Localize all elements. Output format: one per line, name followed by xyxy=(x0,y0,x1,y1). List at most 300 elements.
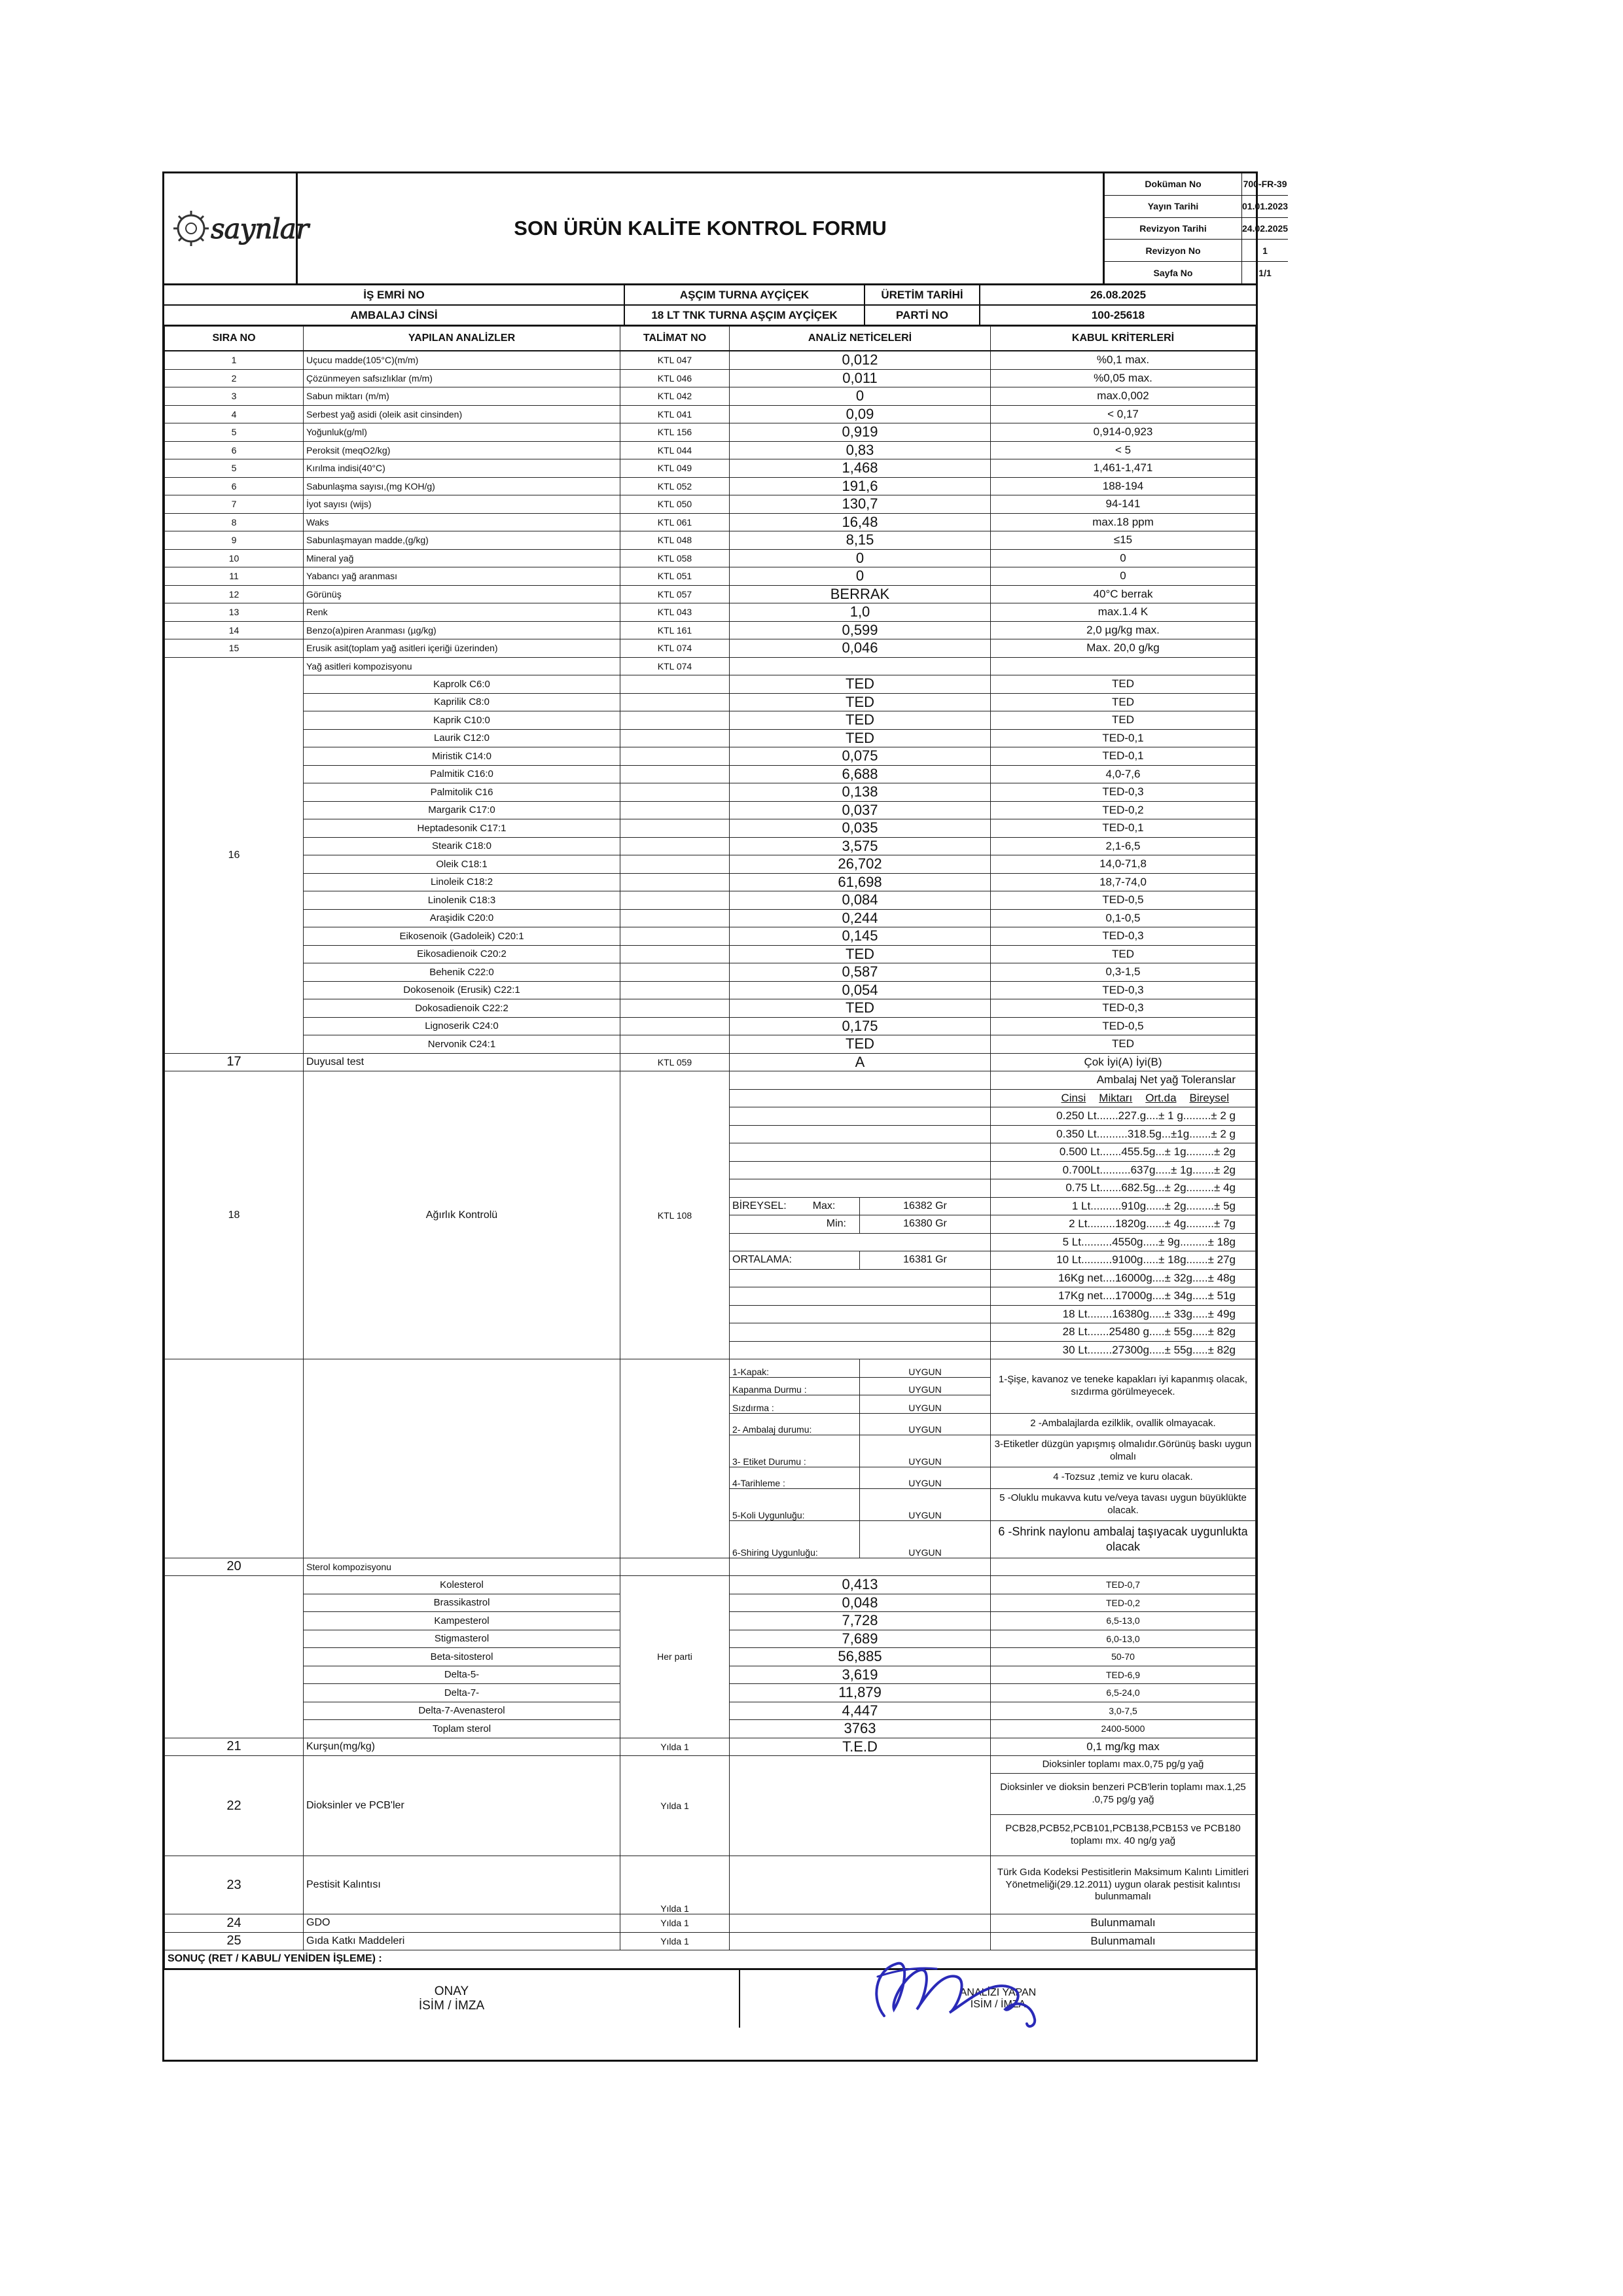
weight-criteria-line: 0.350 Lt..........318.5g...±1g.......± 2 g xyxy=(991,1125,1256,1143)
weight-criteria-line: 1 Lt..........910g......± 2g.........± 5g xyxy=(991,1197,1256,1215)
row-talimat: KTL 049 xyxy=(620,459,730,478)
weight-average-value: 16381 Gr xyxy=(860,1251,991,1270)
approval-box xyxy=(164,1970,740,2028)
row-criteria: 6,0-13,0 xyxy=(991,1630,1256,1648)
sterol-name: Kampesterol xyxy=(304,1612,620,1630)
row-name: Sabunlaşmayan madde,(g/kg) xyxy=(304,531,620,550)
col-sira: SIRA NO xyxy=(165,327,304,351)
row-criteria: 14,0-71,8 xyxy=(991,855,1256,874)
weight-average-label: ORTALAMA: xyxy=(730,1251,860,1270)
meta-label: Yayın Tarihi xyxy=(1105,196,1242,217)
weight-criteria-subheader xyxy=(991,1089,1256,1107)
table-row xyxy=(165,729,1256,747)
table-row xyxy=(165,1017,1256,1035)
row-no: 11 xyxy=(165,567,304,586)
table-row xyxy=(165,1035,1256,1054)
sensory-row-group xyxy=(165,1053,1256,1071)
fatty-acid-rows xyxy=(165,657,1256,1053)
row-no xyxy=(165,1576,304,1738)
row-name: Gıda Katkı Maddeleri xyxy=(304,1932,620,1950)
row-talimat: KTL 044 xyxy=(620,441,730,459)
fatty-acid-name: Lignoserik C24:0 xyxy=(304,1017,620,1035)
row-result: TED xyxy=(730,999,991,1018)
row-criteria: Bulunmamalı xyxy=(991,1914,1256,1933)
row-result: 0,175 xyxy=(730,1017,991,1035)
row-criteria: 6,5-24,0 xyxy=(991,1684,1256,1702)
row-result: 6,688 xyxy=(730,765,991,783)
weight-criteria-subheader-item: Bireysel xyxy=(1189,1091,1229,1104)
col-talimat: TALİMAT NO xyxy=(620,327,730,351)
weight-result xyxy=(730,1269,991,1287)
row-result: 7,728 xyxy=(730,1612,991,1630)
table-row xyxy=(165,783,1256,802)
row-result: 0,037 xyxy=(730,801,991,819)
analysis-table xyxy=(164,326,1256,1969)
row-name: Ağırlık Kontrolü xyxy=(304,1071,620,1359)
table-row xyxy=(165,1071,1256,1090)
weight-max-label: Max: xyxy=(812,1200,836,1211)
weight-criteria-line: 5 Lt..........4550g.....± 9g.........± 18g xyxy=(991,1233,1256,1251)
row-criteria: TED xyxy=(991,675,1256,694)
fatty-acid-name: Miristik C14:0 xyxy=(304,747,620,766)
table-row xyxy=(165,657,1256,675)
row-criteria: Türk Gıda Kodeksi Pestisitlerin Maksimum Kalıntı Limitleri Yönetmeliği(29.12.2011) uygun olarak pestisit kalıntısı bulunmamalı xyxy=(991,1856,1256,1914)
table-row xyxy=(165,891,1256,910)
row-name: Yağ asitleri kompozisyonu xyxy=(304,657,620,675)
row-name: Pestisit Kalıntısı xyxy=(304,1856,620,1914)
result-row xyxy=(165,1950,1256,1969)
row-name: Kırılma indisi(40°C) xyxy=(304,459,620,478)
row-criteria: TED xyxy=(991,1035,1256,1054)
packaging-check-label: Kapanma Durmu : xyxy=(730,1377,860,1395)
packaging-check-label: 4-Tarihleme : xyxy=(730,1467,860,1488)
signature-area xyxy=(164,1969,1256,2028)
row-name: Kurşun(mg/kg) xyxy=(304,1738,620,1756)
row-result: TED xyxy=(730,711,991,730)
row-criteria: 2400-5000 xyxy=(991,1720,1256,1738)
row-result: 0,587 xyxy=(730,963,991,982)
row-talimat: Yılda 1 xyxy=(620,1856,730,1914)
row-result: 0,046 xyxy=(730,639,991,658)
table-row xyxy=(165,999,1256,1018)
row-no: 6 xyxy=(165,441,304,459)
row-talimat xyxy=(620,891,730,910)
row-criteria: 1,461-1,471 xyxy=(991,459,1256,478)
packaging-criteria: 5 -Oluklu mukavva kutu ve/veya tavası uygun büyüklükte olacak. xyxy=(991,1488,1256,1520)
row-no: 22 xyxy=(165,1756,304,1856)
row-result: 0,599 xyxy=(730,621,991,639)
table-row xyxy=(165,369,1256,387)
table-row xyxy=(165,1738,1256,1756)
row-talimat: KTL 051 xyxy=(620,567,730,586)
handwritten-signature xyxy=(858,1937,1074,2029)
row-talimat: KTL 156 xyxy=(620,423,730,442)
row-criteria: 0 xyxy=(991,549,1256,567)
row-result: 0,048 xyxy=(730,1594,991,1612)
row-result: 130,7 xyxy=(730,495,991,514)
sterol-name: Kolesterol xyxy=(304,1576,620,1594)
package-label: AMBALAJ CİNSİ xyxy=(164,306,625,325)
row-result xyxy=(730,657,991,675)
row-result: 191,6 xyxy=(730,477,991,495)
row-talimat xyxy=(620,963,730,982)
row-criteria: Çok İyi(A) İyi(B) xyxy=(991,1053,1256,1071)
table-row xyxy=(165,387,1256,406)
row-name: Serbest yağ asidi (oleik asit cinsinden) xyxy=(304,405,620,423)
packaging-check-value: UYGUN xyxy=(860,1395,991,1414)
table-row xyxy=(165,603,1256,622)
fatty-acid-name: Margarik C17:0 xyxy=(304,801,620,819)
table-row xyxy=(165,837,1256,855)
row-name: Waks xyxy=(304,513,620,531)
row-no: 9 xyxy=(165,531,304,550)
row-no: 12 xyxy=(165,585,304,603)
weight-criteria-line: 28 Lt.......25480 g.....± 55g.....± 82g xyxy=(991,1323,1256,1342)
basic-analysis-rows xyxy=(165,351,1256,657)
row-criteria: 4,0-7,6 xyxy=(991,765,1256,783)
row-criteria xyxy=(991,657,1256,675)
packaging-check-label: Sızdırma : xyxy=(730,1395,860,1414)
row-criteria: 2,0 µg/kg max. xyxy=(991,621,1256,639)
row-talimat xyxy=(620,1035,730,1054)
weight-result xyxy=(730,1125,991,1143)
row-criteria: 0,3-1,5 xyxy=(991,963,1256,982)
work-order-label: İŞ EMRİ NO xyxy=(164,285,625,304)
packaging-check-label: 2- Ambalaj durumu: xyxy=(730,1413,860,1435)
row-no: 2 xyxy=(165,369,304,387)
row-talimat: KTL 059 xyxy=(620,1053,730,1071)
row-result xyxy=(730,1756,991,1856)
row-criteria: TED-0,2 xyxy=(991,1594,1256,1612)
row-result: 0,084 xyxy=(730,891,991,910)
row-criteria: ≤15 xyxy=(991,531,1256,550)
meta-value: 24.02.2025 xyxy=(1242,223,1289,234)
lot-number-value: 100-25618 xyxy=(1091,308,1145,321)
row-talimat: KTL 042 xyxy=(620,387,730,406)
work-order-value: AŞÇIM TURNA AYÇİÇEK xyxy=(625,285,865,304)
row-result xyxy=(730,1914,991,1933)
meta-label: Revizyon No xyxy=(1105,240,1242,261)
table-row xyxy=(165,1053,1256,1071)
table-row xyxy=(165,1558,1256,1576)
row-criteria: TED-0,1 xyxy=(991,819,1256,838)
row-result: 61,698 xyxy=(730,873,991,891)
row-result: 3,619 xyxy=(730,1666,991,1684)
row-talimat: Yılda 1 xyxy=(620,1738,730,1756)
table-row xyxy=(165,441,1256,459)
row-talimat xyxy=(620,927,730,946)
table-row xyxy=(165,909,1256,927)
row-talimat: KTL 057 xyxy=(620,585,730,603)
row-result: 16,48 xyxy=(730,513,991,531)
row-criteria: Max. 20,0 g/kg xyxy=(991,639,1256,658)
table-row xyxy=(165,423,1256,442)
fatty-acid-name: Palmitolik C16 xyxy=(304,783,620,802)
row-result: 0,035 xyxy=(730,819,991,838)
lot-number-label: PARTİ NO xyxy=(865,306,980,325)
fatty-acid-name: Kaprolk C6:0 xyxy=(304,675,620,694)
weight-result xyxy=(730,1341,991,1359)
row-name: Yoğunluk(g/ml) xyxy=(304,423,620,442)
table-row xyxy=(165,1576,1256,1594)
row-criteria: 50-70 xyxy=(991,1648,1256,1666)
row-no: 21 xyxy=(165,1738,304,1756)
row-criteria: max.1.4 K xyxy=(991,603,1256,622)
fatty-acid-name: Eikosenoik (Gadoleik) C20:1 xyxy=(304,927,620,946)
table-row xyxy=(165,567,1256,586)
row-result: 0,011 xyxy=(730,369,991,387)
row-criteria: 18,7-74,0 xyxy=(991,873,1256,891)
row-talimat: KTL 043 xyxy=(620,603,730,622)
row-result: 4,447 xyxy=(730,1702,991,1720)
production-date-label: ÜRETİM TARİHİ xyxy=(865,285,980,304)
row-result: TED xyxy=(730,729,991,747)
weight-criteria-line: 16Kg net....16000g....± 32g.....± 48g xyxy=(991,1269,1256,1287)
row-name: Renk xyxy=(304,603,620,622)
row-criteria: 0 xyxy=(991,567,1256,586)
table-row xyxy=(165,495,1256,514)
row-no: 5 xyxy=(165,423,304,442)
meta-value: 1 xyxy=(1262,245,1268,256)
row-criteria: 0,1 mg/kg max xyxy=(991,1738,1256,1756)
packaging-criteria: 2 -Ambalajlarda ezilklik, ovallik olmayacak. xyxy=(991,1413,1256,1435)
row-criteria: TED-0,3 xyxy=(991,927,1256,946)
row-criteria: 3,0-7,5 xyxy=(991,1702,1256,1720)
row-result: 0 xyxy=(730,567,991,586)
packaging-criteria: 4 -Tozsuz ,temiz ve kuru olacak. xyxy=(991,1467,1256,1488)
row-result: 0,012 xyxy=(730,351,991,369)
weight-result xyxy=(730,1107,991,1126)
row-criteria: TED-0,2 xyxy=(991,801,1256,819)
table-row xyxy=(165,1932,1256,1950)
row-talimat xyxy=(620,729,730,747)
table-row xyxy=(165,747,1256,766)
col-analiz: YAPILAN ANALİZLER xyxy=(304,327,620,351)
weight-criteria-line: 17Kg net....17000g....± 34g.....± 51g xyxy=(991,1287,1256,1306)
row-criteria xyxy=(991,1558,1256,1576)
row-name: Uçucu madde(105°C)(m/m) xyxy=(304,351,620,369)
row-name: Mineral yağ xyxy=(304,549,620,567)
packaging-check-value: UYGUN xyxy=(860,1435,991,1467)
row-no: 8 xyxy=(165,513,304,531)
document-meta xyxy=(1105,173,1288,283)
weight-result xyxy=(730,1161,991,1179)
row-result: 0,919 xyxy=(730,423,991,442)
analyst-box xyxy=(740,1970,1256,2028)
weight-criteria-line: 18 Lt........16380g.....± 33g.....± 49g xyxy=(991,1305,1256,1323)
row-result: 11,879 xyxy=(730,1684,991,1702)
packaging-check-value: UYGUN xyxy=(860,1377,991,1395)
meta-row xyxy=(1105,240,1288,262)
row-result: BERRAK xyxy=(730,585,991,603)
weight-criteria-line: 0.500 Lt.......455.5g...± 1g.........± 2g xyxy=(991,1143,1256,1162)
row-talimat: KTL 074 xyxy=(620,657,730,675)
table-row xyxy=(165,675,1256,694)
row-talimat xyxy=(620,999,730,1018)
row-no: 18 xyxy=(165,1071,304,1359)
table-row xyxy=(165,873,1256,891)
weight-control-rows xyxy=(165,1071,1256,1359)
row-criteria: max.18 ppm xyxy=(991,513,1256,531)
row-result: 1,468 xyxy=(730,459,991,478)
row-name: Duyusal test xyxy=(304,1053,620,1071)
row-result: 0,138 xyxy=(730,783,991,802)
row-result xyxy=(730,1856,991,1914)
row-talimat xyxy=(620,711,730,730)
row-result: 0 xyxy=(730,387,991,406)
row-criteria: TED xyxy=(991,711,1256,730)
row-talimat xyxy=(620,981,730,999)
table-row xyxy=(165,1856,1256,1914)
row-talimat xyxy=(620,837,730,855)
row-result: TED xyxy=(730,675,991,694)
analyst-label: ANALİZİ YAPAN xyxy=(959,1986,1037,1998)
row-name: Sabunlaşma sayısı,(mg KOH/g) xyxy=(304,477,620,495)
table-row xyxy=(165,405,1256,423)
table-row xyxy=(165,621,1256,639)
table-row xyxy=(165,477,1256,495)
package-row xyxy=(164,306,1256,326)
fatty-acid-name: Palmitik C16:0 xyxy=(304,765,620,783)
row-talimat xyxy=(620,855,730,874)
result-label: SONUÇ (RET / KABUL/ YENİDEN İŞLEME) : xyxy=(165,1950,1256,1969)
row-criteria: TED-0,5 xyxy=(991,891,1256,910)
weight-result xyxy=(730,1143,991,1162)
meta-row xyxy=(1105,196,1288,218)
fatty-acid-name: Stearik C18:0 xyxy=(304,837,620,855)
row-talimat xyxy=(620,765,730,783)
fatty-acid-name: Nervonik C24:1 xyxy=(304,1035,620,1054)
table-row xyxy=(165,351,1256,369)
row-no: 4 xyxy=(165,405,304,423)
row-name: Çözünmeyen safsızlıklar (m/m) xyxy=(304,369,620,387)
row-talimat: KTL 050 xyxy=(620,495,730,514)
row-criteria: TED-0,7 xyxy=(991,1576,1256,1594)
row-result: 8,15 xyxy=(730,531,991,550)
weight-min-label: Min: xyxy=(730,1215,860,1234)
row-no: 14 xyxy=(165,621,304,639)
approval-label: ONAY xyxy=(434,1984,469,1998)
fatty-acid-name: Araşidik C20:0 xyxy=(304,909,620,927)
weight-result xyxy=(730,1071,991,1090)
weight-result xyxy=(730,1287,991,1306)
row-talimat: KTL 061 xyxy=(620,513,730,531)
row-no: 17 xyxy=(165,1053,304,1071)
weight-criteria-line: 2 Lt.........1820g......± 4g.........± 7g xyxy=(991,1215,1256,1234)
row-criteria: 0,914-0,923 xyxy=(991,423,1256,442)
row-criteria: TED xyxy=(991,693,1256,711)
weight-criteria-line: 10 Lt..........9100g.....± 18g.......± 27g xyxy=(991,1251,1256,1270)
row-no: 7 xyxy=(165,495,304,514)
weight-result xyxy=(730,1089,991,1107)
row-criteria: TED-0,1 xyxy=(991,729,1256,747)
row-result: 0,413 xyxy=(730,1576,991,1594)
weight-criteria-subheader-item: Cinsi xyxy=(1061,1091,1086,1104)
row-criteria: TED xyxy=(991,945,1256,963)
row-criteria: %0,1 max. xyxy=(991,351,1256,369)
row-talimat: Yılda 1 xyxy=(620,1932,730,1950)
row-talimat: KTL 046 xyxy=(620,369,730,387)
row-criteria: TED-0,1 xyxy=(991,747,1256,766)
fatty-acid-name: Behenik C22:0 xyxy=(304,963,620,982)
row-no xyxy=(165,1359,304,1558)
row-talimat xyxy=(620,1558,730,1576)
row-no: 6 xyxy=(165,477,304,495)
weight-criteria-subheader-item: Miktarı xyxy=(1099,1091,1133,1104)
table-row xyxy=(165,855,1256,874)
weight-result xyxy=(730,1305,991,1323)
table-row xyxy=(165,639,1256,658)
row-name: Görünüş xyxy=(304,585,620,603)
row-result: 56,885 xyxy=(730,1648,991,1666)
row-result: 0,83 xyxy=(730,441,991,459)
table-row xyxy=(165,459,1256,478)
packaging-rows xyxy=(165,1359,1256,1558)
row-talimat xyxy=(620,909,730,927)
row-talimat: KTL 041 xyxy=(620,405,730,423)
row-talimat xyxy=(620,783,730,802)
row-criteria: TED-0,3 xyxy=(991,981,1256,999)
company-logo xyxy=(164,173,308,283)
row-criteria: Dioksinler ve dioksin benzeri PCB'lerin toplamı max.1,25 .0,75 pg/g yağ xyxy=(991,1774,1256,1815)
weight-criteria-line: 0.700Lt..........637g.....± 1g.......± 2g xyxy=(991,1161,1256,1179)
row-talimat xyxy=(620,819,730,838)
row-criteria: max.0,002 xyxy=(991,387,1256,406)
table-row xyxy=(165,981,1256,999)
table-row xyxy=(165,531,1256,550)
weight-criteria-header: Ambalaj Net yağ Toleranslar xyxy=(991,1071,1256,1090)
row-result: 0,054 xyxy=(730,981,991,999)
row-criteria: < 0,17 xyxy=(991,405,1256,423)
approval-name-label: İSİM / İMZA xyxy=(418,1998,485,2013)
sterol-name: Delta-7- xyxy=(304,1684,620,1702)
meta-row xyxy=(1105,173,1288,196)
meta-value: 1/1 xyxy=(1258,267,1272,278)
table-row xyxy=(165,693,1256,711)
row-criteria: 40°C berrak xyxy=(991,585,1256,603)
table-row xyxy=(165,945,1256,963)
form-title: SON ÜRÜN KALİTE KONTROL FORMU xyxy=(298,173,1105,283)
fatty-acid-name: Linolenik C18:3 xyxy=(304,891,620,910)
row-no: 24 xyxy=(165,1914,304,1933)
table-row xyxy=(165,1914,1256,1933)
row-name: Benzo(a)piren Aranması (µg/kg) xyxy=(304,621,620,639)
row-name: GDO xyxy=(304,1914,620,1933)
weight-criteria-line: 30 Lt........27300g.....± 55g.....± 82g xyxy=(991,1341,1256,1359)
quality-control-form xyxy=(162,171,1289,2062)
weight-criteria-line: 0.75 Lt.......682.5g...± 2g.........± 4g xyxy=(991,1179,1256,1198)
row-talimat: Her parti xyxy=(620,1576,730,1738)
row-name: Peroksit (meqO2/kg) xyxy=(304,441,620,459)
row-talimat: Yılda 1 xyxy=(620,1914,730,1933)
row-criteria: PCB28,PCB52,PCB101,PCB138,PCB153 ve PCB180 toplamı mx. 40 ng/g yağ xyxy=(991,1815,1256,1856)
weight-min-value: 16380 Gr xyxy=(860,1215,991,1234)
weight-max-value: 16382 Gr xyxy=(860,1197,991,1215)
fatty-acid-name: Kaprilik C8:0 xyxy=(304,693,620,711)
fatty-acid-name: Kaprik C10:0 xyxy=(304,711,620,730)
production-date-value: 26.08.2025 xyxy=(1090,288,1147,301)
packaging-check-label: 1-Kapak: xyxy=(730,1359,860,1378)
packaging-criteria: 6 -Shrink naylonu ambalaj taşıyacak uygunlukta olacak xyxy=(991,1520,1256,1558)
row-name xyxy=(304,1359,620,1558)
row-no: 25 xyxy=(165,1932,304,1950)
row-result: 1,0 xyxy=(730,603,991,622)
row-result: 3,575 xyxy=(730,837,991,855)
row-no: 1 xyxy=(165,351,304,369)
meta-label: Sayfa No xyxy=(1105,262,1242,283)
row-result: T.E.D xyxy=(730,1738,991,1756)
fatty-acid-name: Dokosadienoik C22:2 xyxy=(304,999,620,1018)
